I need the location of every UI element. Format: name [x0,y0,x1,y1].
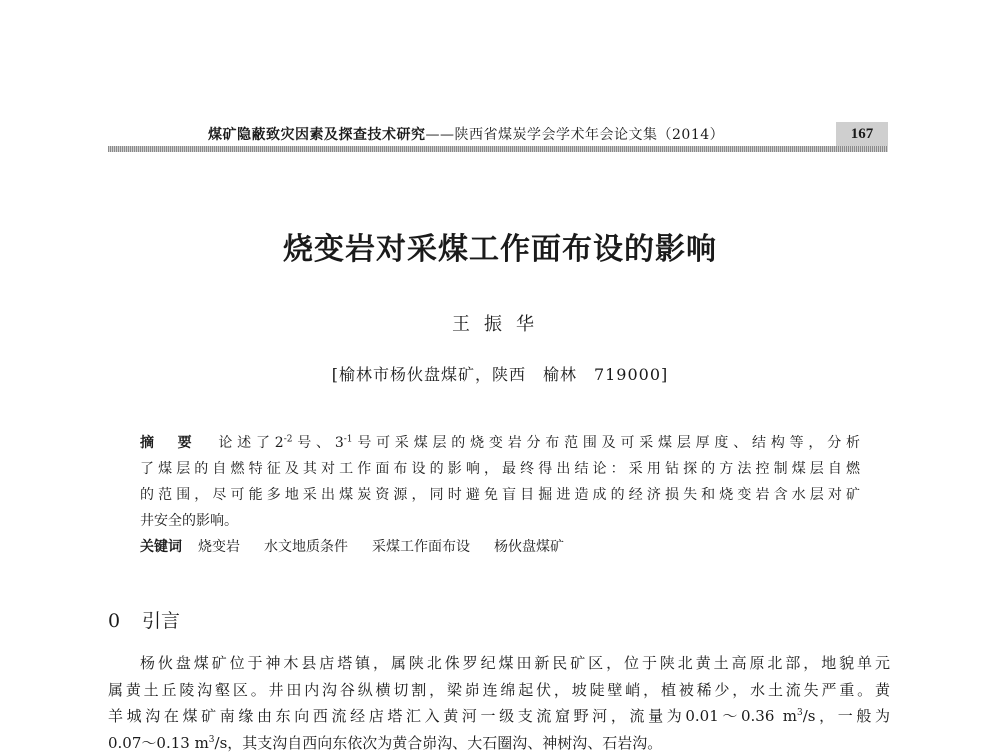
proceedings-year: （2014） [658,127,725,143]
body-line [108,730,890,756]
body-line [108,703,890,730]
section-heading [108,606,180,633]
abstract-text: 号可采煤层的烧变岩分布范围及可采煤层厚度、结构等，分析 [353,435,860,451]
body-text-span: /s，一般为 [803,707,890,725]
abstract-text: 号、3 [292,435,343,451]
author-affiliation: [榆林市杨伙盘煤矿，陕西 榆林 719000] [0,362,1000,385]
header-text [208,124,724,144]
body-line: 杨伙盘煤矿位于神木县店塔镇，属陕北侏罗纪煤田新民矿区，位于陕北黄土高原北部，地貌单元 [108,650,890,677]
body-text [108,650,890,756]
abstract-line: 井安全的影响。 [140,508,860,534]
keyword: 烧变岩 [198,539,240,555]
superscript: 3 [209,735,215,745]
abstract [140,430,860,560]
header-rule [108,146,888,152]
author-name: 王振华 [0,310,1000,336]
section-title: 引言 [142,610,180,632]
keywords-label: 关键词 [140,539,182,555]
body-line: 属黄土丘陵沟壑区。井田内沟谷纵横切割，梁峁连绵起伏，坡陡壁峭，植被稀少，水土流失严重。黄 [108,677,890,704]
paper-title: 烧变岩对采煤工作面布设的影响 [0,224,1000,268]
keyword: 水文地质条件 [264,539,348,555]
keywords-line [140,534,860,560]
superscript: 3 [797,708,803,718]
body-text-span: 0.07～0.13 m [108,734,209,752]
abstract-line [140,430,860,456]
keyword: 采煤工作面布设 [372,539,470,555]
page-number: 167 [836,122,888,146]
abstract-line: 的范围，尽可能多地采出煤炭资源，同时避免盲目掘进造成的经济损失和烧变岩含水层对矿 [140,482,860,508]
abstract-label: 摘 要 [140,435,196,451]
superscript: -1 [344,434,353,444]
superscript: -2 [284,434,293,444]
keyword: 杨伙盘煤矿 [494,539,564,555]
abstract-line: 了煤层的自燃特征及其对工作面布设的影响，最终得出结论：采用钻探的方法控制煤层自燃 [140,456,860,482]
abstract-text: 论述了2 [218,435,283,451]
journal-title: 煤矿隐蔽致灾因素及探查技术研究 [208,127,426,143]
proceedings-title: 陕西省煤炭学会学术年会论文集 [455,127,658,143]
header-dash: —— [426,127,455,143]
running-header [108,118,888,154]
section-number: 0 [108,610,142,632]
body-text-span: /s，其支沟自西向东依次为黄合峁沟、大石圈沟、神树沟、石岩沟。 [215,734,663,752]
body-text-span: 羊城沟在煤矿南缘由东向西流经店塔汇入黄河一级支流窟野河，流量为0.01～0.36 m [108,707,797,725]
